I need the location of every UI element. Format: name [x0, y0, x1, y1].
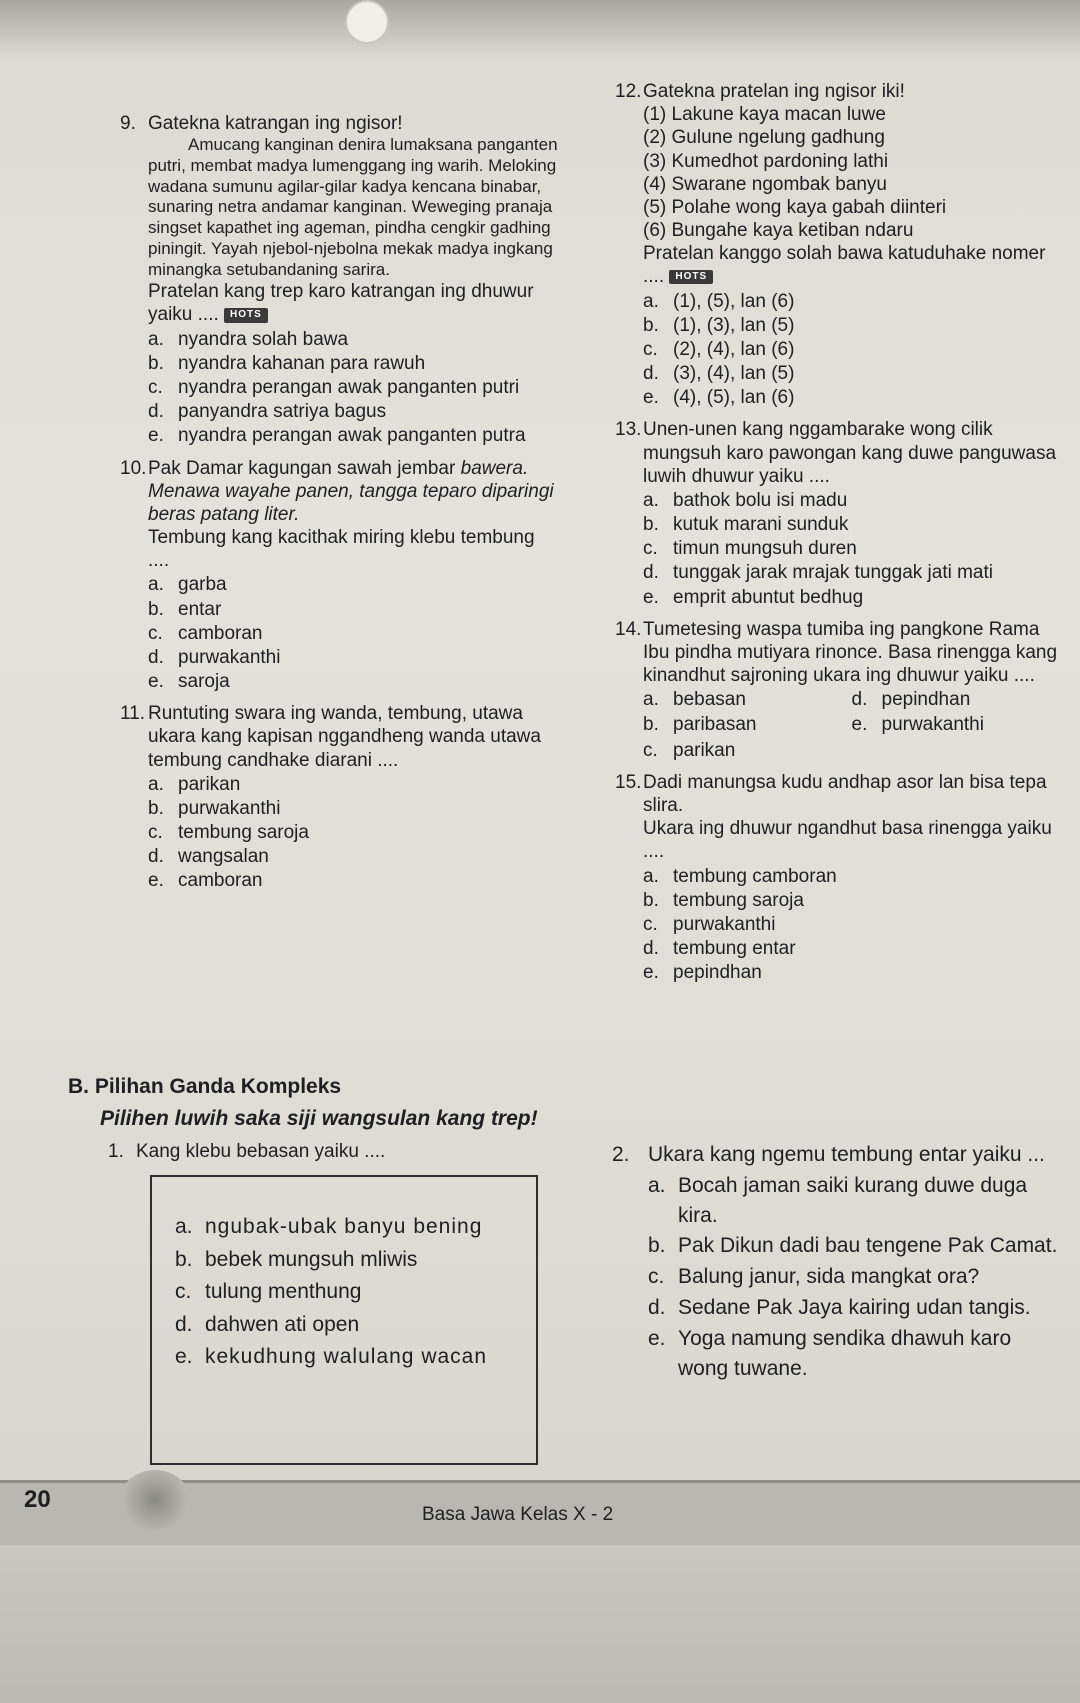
option[interactable]: e. nyandra perangan awak panganten putra: [148, 425, 526, 447]
option[interactable]: a. garba: [148, 574, 227, 596]
option[interactable]: c. tembung saroja: [148, 822, 309, 844]
question-text: Ukara kang ngemu tembung entar yaiku ...: [648, 1143, 1045, 1166]
statement-item: (5) Polahe wong kaya gabah diinteri: [643, 196, 947, 218]
option[interactable]: a. ngubak-ubak banyu bening: [175, 1215, 483, 1238]
options-q11: [148, 773, 560, 893]
options-q15: [643, 865, 1060, 985]
statement-item: (2) Gulune ngelung gadhung: [643, 127, 885, 149]
question-prompt: Pratelan kanggo solah bawa katuduhake nomer .... HOTS: [643, 243, 1046, 288]
option[interactable]: c. purwakanthi: [643, 913, 776, 935]
question-text: Unen-unen kang nggambarake wong cilik mungsuh karo pawongan kang duwe panguwasa luwih dhuwur yaiku ....: [643, 419, 1057, 487]
question-prompt: Tembung kang kacithak miring klebu tembung ....: [148, 527, 535, 572]
section-b-question-1: [108, 1140, 568, 1163]
options-q10: [148, 573, 560, 693]
options-q14: [643, 687, 1060, 763]
option[interactable]: b. bebek mungsuh mliwis: [175, 1247, 418, 1271]
page-top-shadow: [0, 0, 1080, 60]
option[interactable]: b. nyandra kahanan para rawuh: [148, 352, 426, 374]
option[interactable]: e. (4), (5), lan (6): [643, 387, 795, 409]
question-number: 1.: [108, 1141, 124, 1162]
option[interactable]: d. pepindhan: [851, 689, 971, 711]
option[interactable]: e. pepindhan: [643, 962, 762, 984]
option[interactable]: b. paribasan: [643, 714, 757, 736]
option[interactable]: d. Sedane Pak Jaya kairing udan tangis.: [648, 1296, 1031, 1320]
question-text: Runtuting swara ing wanda, tembung, utawa ukara kang kapisan nggandheng wanda utawa tembung candhake diarani ....: [148, 703, 541, 771]
options-q12: [643, 290, 1060, 410]
option[interactable]: a. nyandra solah bawa: [148, 328, 349, 350]
option[interactable]: e. kekudhung walulang wacan: [175, 1345, 488, 1368]
option[interactable]: d. (3), (4), lan (5): [643, 363, 795, 385]
question-15: [615, 771, 1060, 986]
option[interactable]: d. purwakanthi: [148, 646, 281, 668]
option[interactable]: e. purwakanthi: [851, 714, 984, 736]
question-passage: Amucang kanginan denira lumaksana panganten putri, membat madya lumenggang ing warih. Meloking wadana sumunu agilar-gilar kadya kencana binabar, sunaring netra andamar kanginan. Weweging pranaja singset kapathet ing ageman, pindha cengkir gadhing piningit. Yayah njebol-njebolna mekak madya ingkang minangka setubandaning sarira.: [148, 135, 558, 279]
question-9: [120, 112, 560, 449]
option[interactable]: e. Yoga namung sendika dhawuh karo wong tuwane.: [648, 1326, 1012, 1380]
question-prompt: Ukara ing dhuwur ngandhut basa rinengga yaiku ....: [643, 818, 1052, 863]
option[interactable]: d. dahwen ati open: [175, 1312, 360, 1336]
statement-item: (6) Bungahe kaya ketiban ndaru: [643, 220, 914, 242]
question-11: [120, 702, 560, 893]
batik-ornament-icon: [120, 1470, 190, 1530]
option[interactable]: b. (1), (3), lan (5): [643, 314, 795, 336]
option[interactable]: d. tunggak jarak mrajak tunggak jati mati: [643, 562, 993, 584]
option[interactable]: e. saroja: [148, 671, 230, 693]
option[interactable]: d. tembung entar: [643, 938, 796, 960]
hots-badge: HOTS: [669, 270, 713, 284]
option[interactable]: e. emprit abuntut bedhug: [643, 586, 864, 608]
option[interactable]: c. tulung menthung: [175, 1280, 362, 1303]
statement-item: (3) Kumedhot pardoning lathi: [643, 150, 889, 172]
option[interactable]: d. panyandra satriya bagus: [148, 401, 387, 423]
option[interactable]: a. tembung camboran: [643, 865, 837, 887]
option[interactable]: b. purwakanthi: [148, 797, 281, 819]
section-b-question-2: [612, 1140, 1067, 1385]
question-14: [615, 618, 1060, 763]
question-text: Dadi manungsa kudu andhap asor lan bisa tepa slira.: [643, 771, 1047, 816]
section-instruction: Pilihen luwih saka siji wangsulan kang trep!: [100, 1107, 538, 1130]
question-number: 2.: [612, 1143, 630, 1166]
option[interactable]: a. Bocah jaman saiki kurang duwe duga kira.: [648, 1173, 1028, 1227]
question-text: Tumetesing waspa tumiba ing pangkone Rama Ibu pindha mutiyara rinonce. Basa rinengga kang kinandhut sajroning ukara ing dhuwur yaiku ....: [643, 618, 1058, 687]
question-number: 13.: [615, 419, 642, 441]
question-12: [615, 80, 1060, 410]
hots-badge: HOTS: [224, 308, 268, 322]
option[interactable]: c. nyandra perangan awak panganten putri: [148, 377, 520, 398]
question-13: [615, 418, 1060, 609]
options-b2: [648, 1171, 1067, 1384]
options-q9: [148, 328, 560, 448]
option[interactable]: c. Balung janur, sida mangkat ora?: [648, 1265, 980, 1289]
option[interactable]: a. bebasan: [643, 689, 746, 711]
question-number: 9.: [120, 113, 136, 134]
question-lead: Gatekna pratelan ing ngisor iki!: [643, 81, 905, 102]
question-text: Kang klebu bebasan yaiku ....: [136, 1141, 386, 1162]
option[interactable]: b. Pak Dikun dadi bau tengene Pak Camat.: [648, 1234, 1058, 1258]
question-number: 11.: [120, 703, 146, 725]
question-text: Pak Damar kagungan sawah jembar bawera. Menawa wayahe panen, tangga teparo diparingi beras patang liter.: [148, 457, 554, 525]
table-surface: [0, 1545, 1080, 1703]
option[interactable]: d. wangsalan: [148, 846, 269, 868]
question-number: 10.: [120, 457, 147, 479]
question-number: 15.: [615, 771, 642, 793]
option[interactable]: c. camboran: [148, 622, 263, 644]
question-number: 12.: [615, 81, 642, 102]
option[interactable]: c. timun mungsuh duren: [643, 538, 857, 560]
question-lead: Gatekna katrangan ing ngisor!: [148, 113, 403, 134]
book-title: Basa Jawa Kelas X - 2: [422, 1504, 614, 1525]
section-b-options-1: [175, 1210, 525, 1374]
options-q13: [643, 489, 1060, 609]
question-prompt: Pratelan kang trep karo katrangan ing dhuwur yaiku .... HOTS: [148, 281, 534, 326]
option[interactable]: a. bathok bolu isi madu: [643, 489, 848, 511]
left-column: [120, 112, 560, 902]
section-title: B. Pilihan Ganda Kompleks: [68, 1075, 342, 1098]
option[interactable]: c. (2), (4), lan (6): [643, 338, 795, 360]
statement-item: (4) Swarane ngombak banyu: [643, 173, 887, 195]
option[interactable]: a. parikan: [148, 773, 241, 795]
option[interactable]: b. entar: [148, 598, 222, 620]
statement-item: (1) Lakune kaya macan luwe: [643, 104, 886, 126]
question-number: 14.: [615, 618, 642, 640]
option[interactable]: c. parikan: [643, 739, 736, 761]
option[interactable]: e. camboran: [148, 870, 263, 892]
option[interactable]: b. kutuk marani sunduk: [643, 514, 849, 536]
question-10: [120, 457, 560, 695]
right-column: [615, 80, 1060, 993]
option[interactable]: a. (1), (5), lan (6): [643, 290, 795, 312]
page-number: 20: [24, 1486, 51, 1513]
binder-ring-icon: [345, 0, 389, 44]
option[interactable]: b. tembung saroja: [643, 889, 804, 911]
statement-list: [643, 103, 1060, 242]
